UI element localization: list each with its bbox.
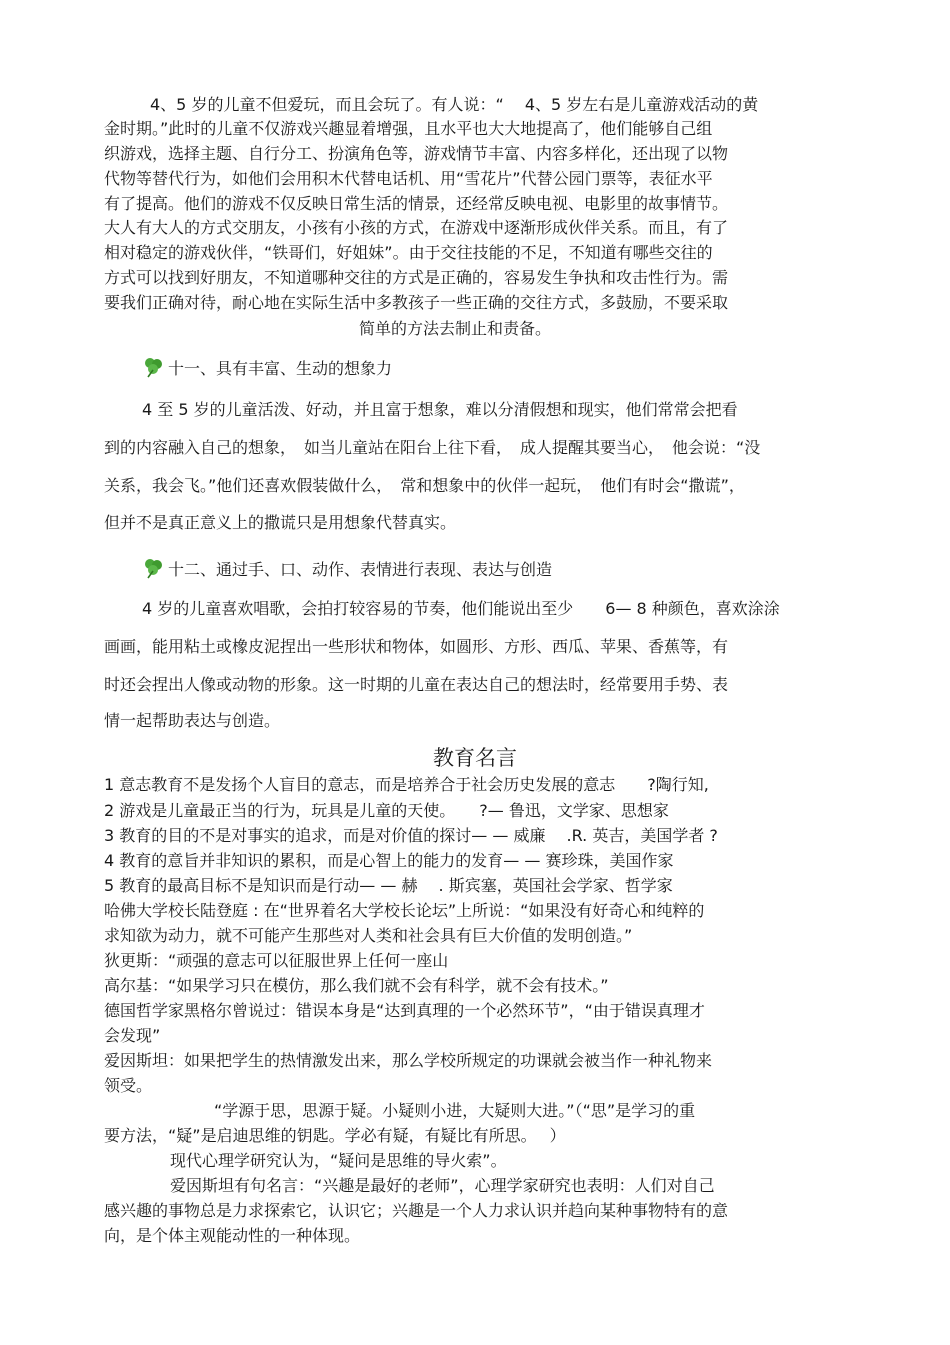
section-11-heading	[142, 354, 392, 380]
quote-line: 现代心理学研究认为，“疑问是思维的导火索”。	[170, 1151, 507, 1170]
quote-line: 领受。	[104, 1076, 153, 1095]
quote-line: 要方法，“疑”是启迪思维的钥匙。学必有疑，有疑比有所思。 ）	[104, 1126, 566, 1145]
clover-leaf-icon	[142, 356, 164, 378]
quote-line: 5 教育的最高目标不是知识而是行动— — 赫 . 斯宾塞，英国社会学家、哲学家	[104, 876, 673, 895]
text-line: 时还会捏出人像或动物的形象。这一时期的儿童在表达自己的想法时，经常要用手势、表	[104, 675, 729, 694]
text-line: 简单的方法去制止和责备。	[359, 319, 552, 338]
text-line: 要我们正确对待，耐心地在实际生活中多教孩子一些正确的交往方式，多鼓励，不要采取	[104, 293, 729, 312]
text-line: 相对稳定的游戏伙伴，“铁哥们，好姐妹”。由于交往技能的不足，不知道有哪些交往的	[104, 243, 713, 262]
quotes-title: 教育名言	[433, 746, 517, 770]
section-11-title: 十一、具有丰富、生动的想象力	[168, 358, 393, 378]
text-line: 4 岁的儿童喜欢唱歌，会拍打较容易的节奏，他们能说出至少 6— 8 种颜色，喜欢涂涂	[142, 599, 780, 618]
quote-line: 4 教育的意旨并非知识的累积，而是心智上的能力的发育— — 赛珍珠，美国作家	[104, 851, 674, 870]
text-line: 关系，我会飞。”他们还喜欢假装做什么， 常和想象中的伙伴一起玩， 他们有时会“撒谎”，	[104, 476, 745, 495]
text-line: 方式可以找到好朋友，不知道哪种交往的方式是正确的，容易发生争执和攻击性行为。需	[104, 268, 729, 287]
quote-line: 德国哲学家黑格尔曾说过：错误本身是“达到真理的一个必然环节”，“由于错误真理才	[104, 1001, 705, 1020]
text-line: 4 至 5 岁的儿童活泼、好动，并且富于想象，难以分清假想和现实，他们常常会把看	[142, 400, 738, 419]
text-line: 代物等替代行为，如他们会用积木代替电话机、用“雪花片”代替公园门票等，表征水平	[104, 169, 713, 188]
text-line: 画画，能用粘土或橡皮泥捏出一些形状和物体，如圆形、方形、西瓜、苹果、香蕉等，有	[104, 637, 729, 656]
quote-line: 狄更斯：“顽强的意志可以征服世界上任何一座山	[104, 951, 449, 970]
quote-line: 爱因斯坦有句名言：“兴趣是最好的老师”，心理学家研究也表明：人们对自己	[170, 1176, 715, 1195]
quote-line: 高尔基：“如果学习只在模仿，那么我们就不会有科学，就不会有技术。”	[104, 976, 609, 995]
section-12-heading	[142, 555, 552, 581]
text-line: 情一起帮助表达与创造。	[104, 711, 281, 730]
quote-line: 2 游戏是儿童最正当的行为，玩具是儿童的天使。 ?— 鲁迅，文学家、思想家	[104, 801, 669, 820]
text-line: 但并不是真正意义上的撒谎只是用想象代替真实。	[104, 513, 457, 532]
quote-line: 3 教育的目的不是对事实的追求，而是对价值的探讨— — 威廉 .R. 英吉，美国学者 ?	[104, 826, 718, 845]
quote-line: 向，是个体主观能动性的一种体现。	[104, 1226, 361, 1245]
text-line: 4、5 岁的儿童不但爱玩，而且会玩了。有人说：“ 4、5 岁左右是儿童游戏活动的黄	[150, 95, 759, 114]
quote-line: 求知欲为动力，就不可能产生那些对人类和社会具有巨大价值的发明创造。”	[104, 926, 633, 945]
text-line: 大人有大人的方式交朋友，小孩有小孩的方式，在游戏中逐渐形成伙伴关系。而且，有了	[104, 218, 729, 237]
quote-line: 会发现”	[104, 1026, 161, 1045]
clover-leaf-icon	[142, 557, 164, 579]
quote-line: “学源于思，思源于疑。小疑则小进，大疑则大进。”（“思”是学习的重	[214, 1101, 696, 1120]
quote-line: 爱因斯坦：如果把学生的热情激发出来，那么学校所规定的功课就会被当作一种礼物来	[104, 1051, 713, 1070]
text-line: 有了提高。他们的游戏不仅反映日常生活的情景，还经常反映电视、电影里的故事情节。	[104, 194, 729, 213]
text-line: 金时期。”此时的儿童不仅游戏兴趣显着增强，且水平也大大地提高了，他们能够自己组	[104, 119, 713, 138]
quote-line: 哈佛大学校长陆登庭 : 在“世界着名大学校长论坛”上所说：“如果没有好奇心和纯粹的	[104, 901, 705, 920]
quote-line: 1 意志教育不是发扬个人盲目的意志，而是培养合于社会历史发展的意志 ?陶行知,	[104, 775, 709, 794]
text-line: 织游戏，选择主题、自行分工、扮演角色等，游戏情节丰富、内容多样化，还出现了以物	[104, 144, 729, 163]
section-12-title: 十二、通过手、口、动作、表情进行表现、表达与创造	[168, 559, 553, 579]
text-line: 到的内容融入自己的想象， 如当儿童站在阳台上往下看， 成人提醒其要当心， 他会说：“没	[104, 438, 761, 457]
quote-line: 感兴趣的事物总是力求探索它，认识它；兴趣是一个人力求认识并趋向某种事物特有的意	[104, 1201, 729, 1220]
